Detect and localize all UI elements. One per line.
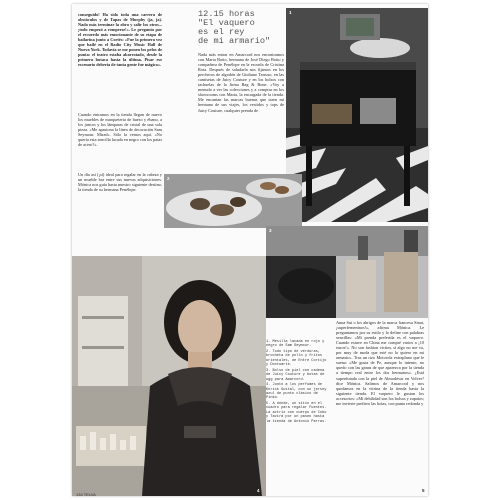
photo-number-5: 5 xyxy=(422,488,425,493)
heading-time: 12.15 horas xyxy=(198,9,255,19)
photo-number-3: 3 xyxy=(269,228,272,233)
heading-line-4: de mi armario" xyxy=(198,36,271,46)
caption-4: 4. Junto a los perfumes de Knrick Gustal, con un jersey azul de punto clásico de Pinko. xyxy=(266,383,327,401)
heading-line-2: "El vaquero xyxy=(198,18,255,28)
caption-3: 3. Bolso de piel con cadena de Juicy Couture y botas de ugg para Amarcord. xyxy=(266,368,325,382)
photo-number-1: 1 xyxy=(289,10,292,15)
heading-line-3: es el rey xyxy=(198,27,245,37)
table-photo-graphic xyxy=(286,8,428,222)
text-column-left-low: Un día así (¡sí) ideal para regalar en la cabeza y un mueble bar entre sus nuevas adquisiciones. Mónica nos guía hasta nuestro siguiente destino, la tienda de su hermana Penélope. xyxy=(78,172,162,193)
photo-shop-interior xyxy=(266,226,428,318)
section-heading xyxy=(198,10,282,46)
text-column-left-middle: Cuando entramos en la tienda llegan de nuevo los muebles de marquetería de hueso y ébano, a los juncos y los lámparas de cristal de una sola pieza. «Me apasiona la línea de decoración Sam Seymour. Mirad». Sólo la vemos aquí. «No quería esta sencilla lacada en negro con los patas de acero?». xyxy=(78,112,162,148)
caption-2: 2. Todo tipo de verduras, brocheta de pollo y fritos orientales, de Entre Cortijo y Doctoarte. xyxy=(266,350,327,368)
photo-number-4: 4 xyxy=(257,488,260,493)
food-photo-graphic xyxy=(164,174,302,228)
magazine-page xyxy=(72,4,428,496)
portrait-photo-graphic xyxy=(72,256,266,496)
caption-5: 5. A dónde, un sitio en el cuadro para regalar Fuentes. La actriz con cuerpo de Cobo y Tavira por un paseo hasta la tienda de Antonio Parras. xyxy=(266,402,327,424)
photo-number-2: 2 xyxy=(167,176,170,181)
caption-1: 1. Mesilla lacada en rojo y negro de Sam Seymour. xyxy=(266,340,325,349)
shop-photo-graphic xyxy=(266,226,428,318)
page-folio: 134 TELVA xyxy=(76,492,96,496)
photo-captions xyxy=(266,340,328,425)
text-column-left-top: conseguido! Ha sido toda una carrera de obstáculos y de Tapas de Murphy (ja, ja). Nada más terminar la obra y salir los otros... ¡todo empezó a romperse!». Le pregunto por el recuerdo más emocionante de su etapa de bailarina junto a Cortés: «Fue la primera vez que bailé en el Radio City Music Hall de Nueva York. Todavía se me ponen los pelos de punta: el teatro estaba abarrotado, desde la primera butaca hasta la última. Pisar ese escenario debería de tanta gente fue mágico». xyxy=(78,12,162,68)
photo-food-platter xyxy=(164,174,302,228)
photo-lacquered-table xyxy=(286,8,428,222)
text-column-right: Anna Sui o los abrigos de la marca francesa Sinat, ¡superfemeninos!», afirma Mónica. Le preguntamos por su estilo y lo define con palabras sencillas: «Mi prenda preferida es el vaquero. Cuando estuve en China me compré varios a ¡10 euros!». No son fashion victim, sí algo no me va, por muy de moda que esté no lo quiero en mi armario». Tras un rizo Motorola extraplano que le suena: «Me gusta de Pe, aunque lo intento, no quedo con las ganas de que aparezca por la tienda a tiempo real entre los dos hermanos». ¿Está superdotada con la piel de Almodóvar en Volver? dice Mónica. Salimos de Amarcord y nos quedamos en la vitrina de la tienda hasta la siguiente tienda. El vaquero le gustan los accesorios: «Mi debilidad son los bolsos y zapatos; me invierte prefiero las botas, con punta redonda y xyxy=(336,320,424,406)
text-column-middle: Nada más entrar en Amarcord nos encontramos con Marta Botto, hermana de José Diego Botto y compañera de Penélope en la escuela de Cristina Rota. Después de saludarla nos fijamos en los percheros de algodón de Giuliano Tarruso, en las camisetas de Juicy Couture y en los bolsos con tachuelas de la firma Rag & Bone. «Voy a menudo a ver las colecciones y a comprar en los showrooms con Marta, la encargada de la tienda. Me encantan las marcas buenas que traen mi hermana de sus viajes, los vestidos y tops de Juicy Couture, cualquier prenda de xyxy=(198,52,284,113)
photo-portrait xyxy=(72,256,266,496)
